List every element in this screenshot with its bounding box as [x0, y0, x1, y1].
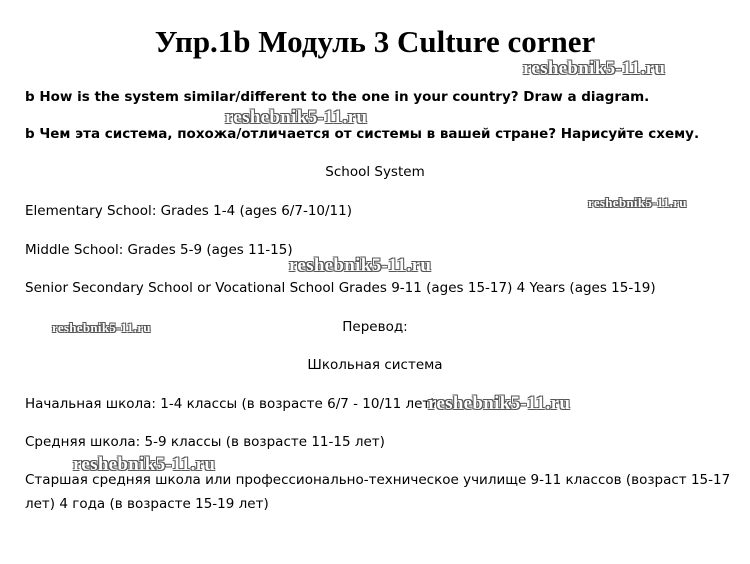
school-system-heading: School System [325, 164, 425, 180]
russian-middle-line: Средняя школа: 5-9 классы (в возрасте 11-15 лет) [25, 434, 385, 450]
elementary-school-line: Elementary School: Grades 1-4 (ages 6/7-10/11) [25, 203, 352, 219]
watermark: reshebnik5-11.ru [588, 195, 687, 210]
watermark: reshebnik5-11.ru [225, 107, 368, 128]
watermark: reshebnik5-11.ru [52, 320, 151, 335]
senior-school-line: Senior Secondary School or Vocational School Grades 9-11 (ages 15-17) 4 Years (ages 15-19) [25, 280, 656, 296]
translation-label: Перевод: [342, 319, 408, 335]
watermark: reshebnik5-11.ru [523, 58, 666, 79]
watermark: reshebnik5-11.ru [289, 255, 432, 276]
middle-school-line: Middle School: Grades 5-9 (ages 11-15) [25, 242, 293, 258]
page-title: Упр.1b Модуль 3 Culture corner [154, 24, 596, 59]
watermark: reshebnik5-11.ru [428, 393, 571, 414]
russian-elementary-line: Начальная школа: 1-4 классы (в возрасте 6/7 - 10/11 лет) [25, 396, 436, 412]
russian-senior-line-1: Старшая средняя школа или профессионально-техническое училище 9-11 классов (возраст 15-17 [25, 472, 731, 488]
russian-heading: Школьная система [307, 357, 443, 373]
question-russian: b Чем эта система, похожа/отличается от системы в вашей стране? Нарисуйте схему. [25, 126, 700, 142]
question-english: b How is the system similar/different to the one in your country? Draw a diagram. [25, 89, 650, 105]
russian-senior-line-2: лет) 4 года (в возрасте 15-19 лет) [25, 496, 269, 512]
watermark: reshebnik5-11.ru [73, 454, 216, 475]
